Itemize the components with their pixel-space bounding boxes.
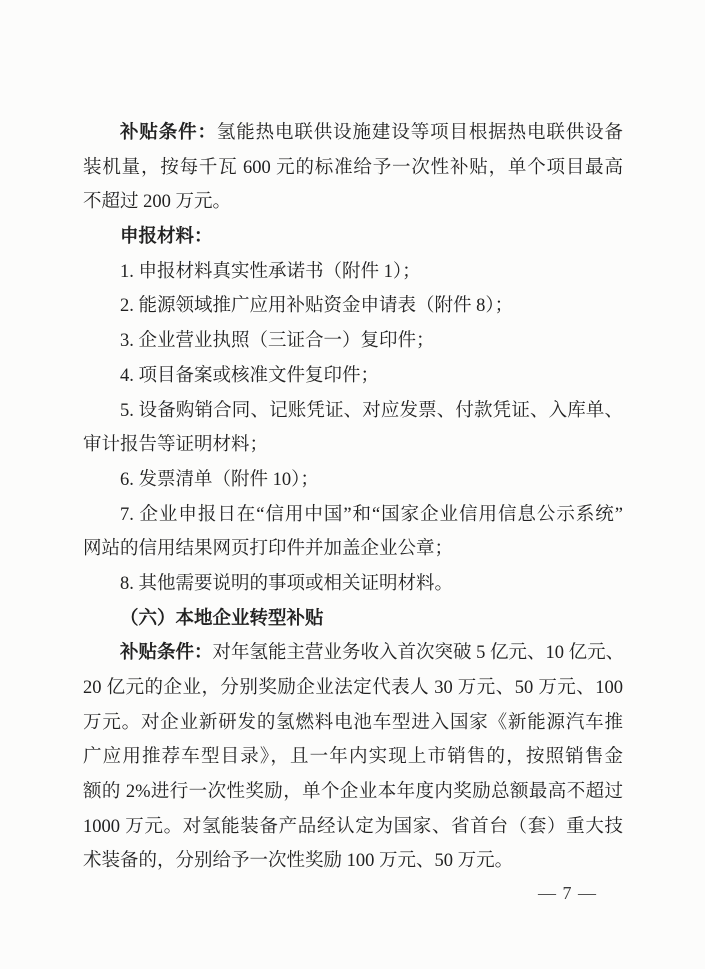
line-text: 20 亿元的企业，分别奖励企业法定代表人 30 万元、50 万元、100: [83, 678, 623, 698]
line-text: 额的 2%进行一次性奖励，单个企业本年度内奖励总额最高不超过: [83, 782, 623, 803]
line-text: 氢能热电联供设施建设等项目根据热电联供设备: [216, 123, 623, 143]
line-text: 广应用推荐车型目录》，且一年内实现上市销售的，按照销售金: [83, 747, 623, 768]
bold-heading-text: 补贴条件：: [120, 123, 217, 143]
line-text: 对年氢能主营业务收入首次突破 5 亿元、10 亿元、: [212, 643, 625, 664]
line-text: 审计报告等证明材料；: [83, 435, 269, 456]
line-text: 3. 企业营业执照（三证合一）复印件；: [120, 331, 435, 352]
text-line: [83, 289, 623, 324]
text-line: [83, 116, 623, 151]
bold-heading-text: 申报材料：: [120, 227, 213, 248]
line-text: 万元。对企业新研发的氢燃料电池车型进入国家《新能源汽车推: [83, 712, 623, 733]
line-text: 7. 企业申报日在“信用中国”和“国家企业信用信息公示系统”: [120, 504, 623, 525]
text-line: [83, 740, 623, 775]
line-text: 6. 发票清单（附件 10）；: [120, 469, 319, 490]
line-text: 2. 能源领域推广应用补贴资金申请表（附件 8）；: [120, 296, 514, 317]
text-line: [83, 220, 623, 255]
line-text: 装机量，按每千瓦 600 元的标准给予一次性补贴，单个项目最高: [83, 157, 623, 178]
text-line: [83, 602, 623, 637]
line-text: 8. 其他需要说明的事项或相关证明材料。: [120, 573, 454, 594]
line-text: 网站的信用结果网页打印件并加盖企业公章；: [83, 539, 454, 560]
bold-heading-text: （六）本地企业转型补贴: [120, 608, 324, 629]
line-text: 4. 项目备案或核准文件复印件；: [120, 365, 380, 386]
text-line: [83, 151, 623, 186]
text-line: [83, 255, 623, 290]
text-line: [83, 567, 623, 602]
document-body: [83, 116, 623, 879]
line-text: 术装备的，分别给予一次性奖励 100 万元、50 万元。: [83, 851, 514, 872]
text-line: [83, 359, 623, 394]
text-line: [83, 532, 623, 567]
text-line: [83, 636, 623, 671]
text-line: [83, 810, 623, 845]
line-text: 5. 设备购销合同、记账凭证、对应发票、付款凭证、入库单、: [120, 400, 623, 421]
bold-heading-text: 补贴条件：: [120, 643, 213, 664]
text-line: [83, 706, 623, 741]
text-line: [83, 394, 623, 429]
text-line: [83, 844, 623, 879]
line-text: 不超过 200 万元。: [83, 192, 232, 213]
text-line: [83, 671, 623, 706]
text-line: [83, 463, 623, 498]
text-line: [83, 775, 623, 810]
page-number: — 7 —: [538, 883, 597, 903]
line-text: 1. 申报材料真实性承诺书（附件 1）；: [120, 261, 421, 282]
text-line: [83, 185, 623, 220]
text-line: [83, 498, 623, 533]
line-text: 1000 万元。对氢能装备产品经认定为国家、省首台（套）重大技: [83, 816, 623, 837]
text-line: [83, 324, 623, 359]
text-line: [83, 428, 623, 463]
